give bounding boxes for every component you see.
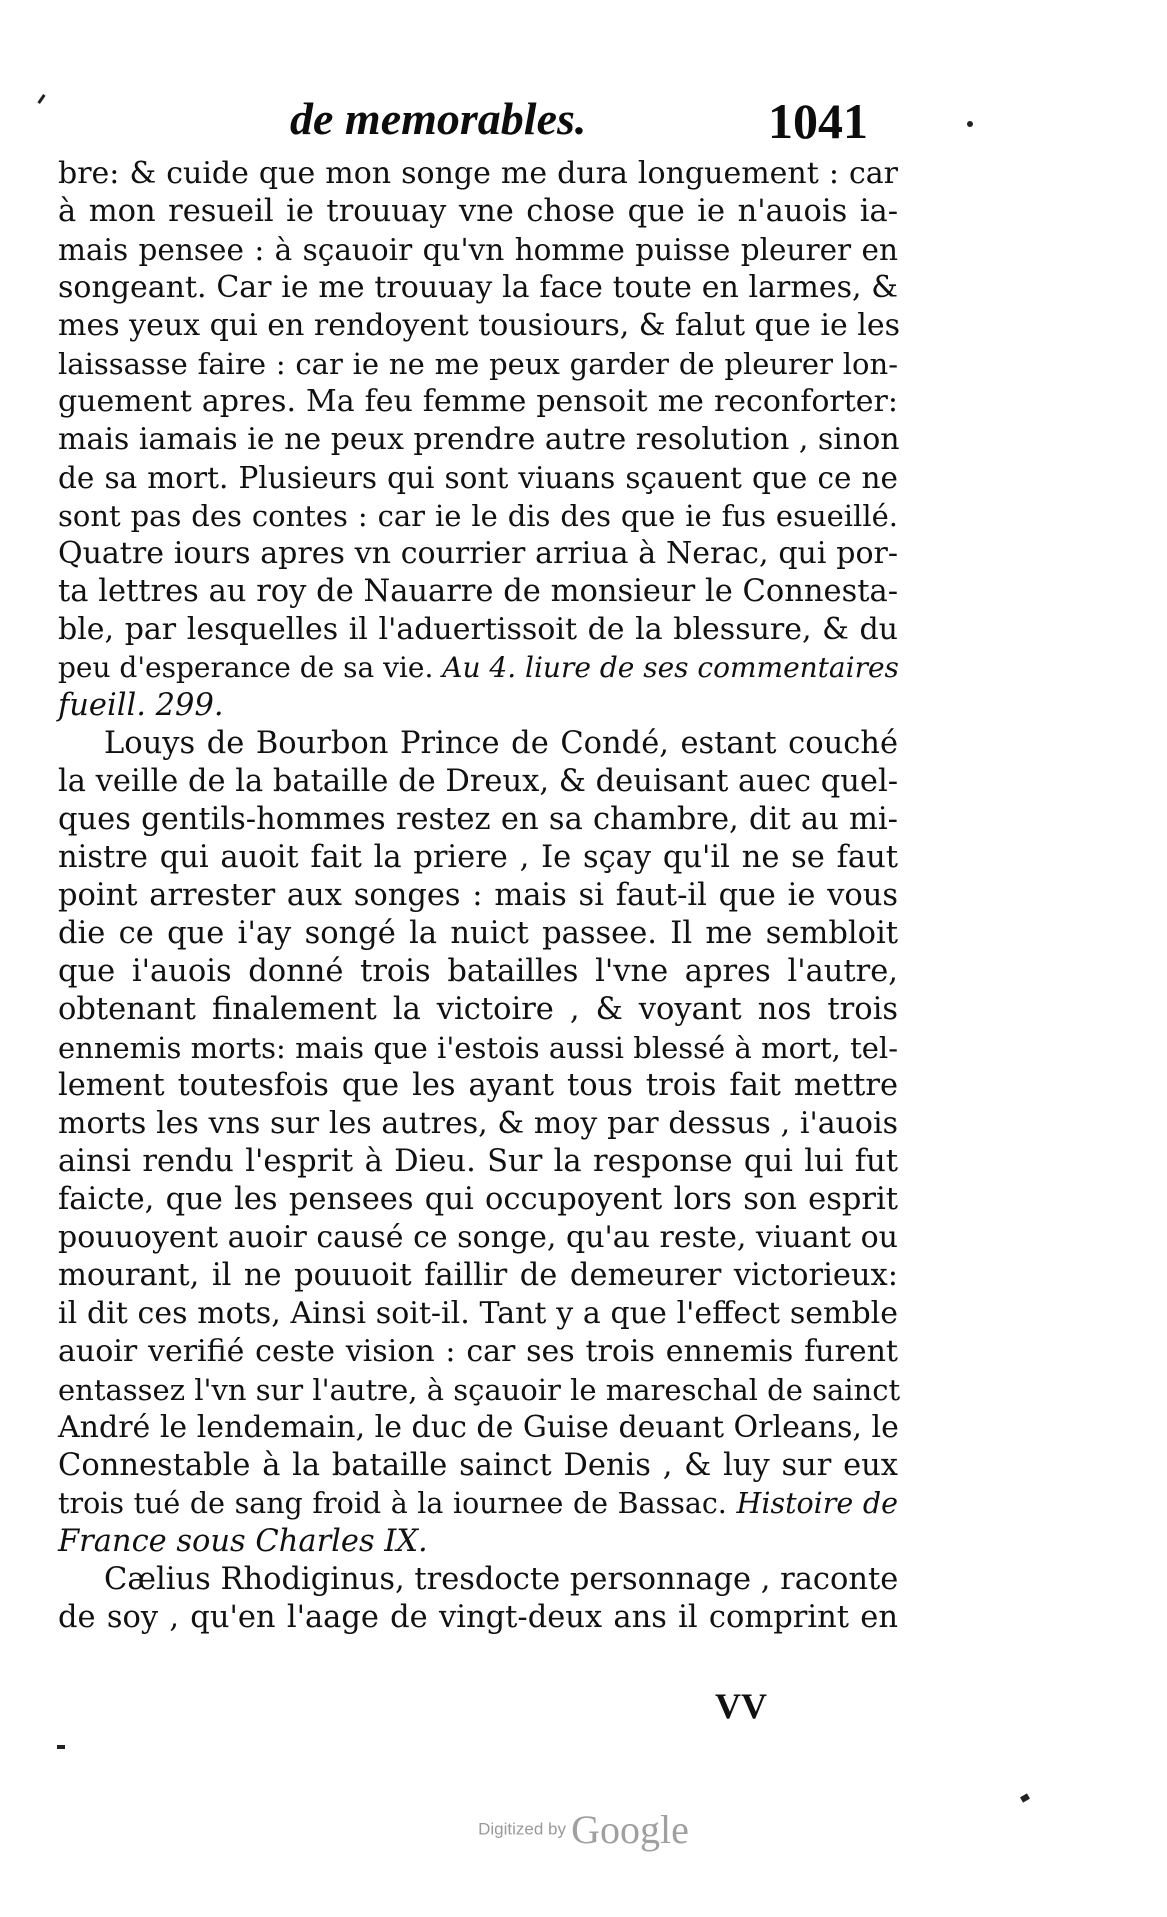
citation: Histoire de <box>736 1487 898 1520</box>
text-line: de soy , qu'en l'aage de vingt-deux ans il comprint en <box>58 1600 898 1635</box>
text-line: ennemis morts: mais que i'estois aussi blessé à mort, tel- <box>58 1031 898 1065</box>
text-line: fueill. 299. <box>58 688 224 723</box>
text-line <box>58 1485 898 1523</box>
text-line: pouuoyent auoir causé ce songe, qu'au reste, viuant ou <box>58 1220 898 1255</box>
text-line: entassez l'vn sur l'autre, à sçauoir le mareschal de sainct <box>58 1373 901 1407</box>
text-line: que i'auois donné trois batailles l'vne apres l'autre, <box>58 954 898 989</box>
text-line: mourant, il ne pouuoit faillir de demeurer victorieux: <box>58 1258 898 1293</box>
digitized-watermark <box>0 1806 1167 1853</box>
text-line: à mon resueil ie trouuay vne chose que ie n'auois ia- <box>58 194 898 229</box>
text-line: sont pas des contes : car ie le dis des que ie fus esueillé. <box>58 499 898 533</box>
text-line: nistre qui auoit fait la priere , Ie sçay qu'il ne se faut <box>58 840 898 875</box>
text-line: bre: & cuide que mon songe me dura longuement : car <box>58 156 898 191</box>
text-line: laissasse faire : car ie ne me peux garder de pleurer lon- <box>58 347 898 381</box>
text-line: Louys de Bourbon Prince de Condé, estant couché <box>104 726 898 761</box>
running-title: de memorables. <box>290 93 587 144</box>
text-line: ble, par lesquelles il l'aduertissoit de la blessure, & du <box>58 612 898 647</box>
text-line: obtenant finalement la victoire , & voyant nos trois <box>58 992 898 1027</box>
ink-speck <box>37 94 45 104</box>
citation: Au 4. liure de ses commentaires <box>442 651 899 684</box>
text-line: Cælius Rhodiginus, tresdocte personnage , raconte <box>104 1562 899 1597</box>
text-line: mais pensee : à sçauoir qu'vn homme puisse pleurer en <box>58 233 898 267</box>
text-line: de sa mort. Plusieurs qui sont viuans sçauent que ce ne <box>58 461 898 495</box>
text-line: die ce que i'ay songé la nuict passee. Il me sembloit <box>58 916 898 951</box>
text-line: ques gentils-hommes restez en sa chambre, dit au mi- <box>58 802 898 837</box>
text-line: songeant. Car ie me trouuay la face toute en larmes, & <box>58 270 898 305</box>
text-line: ainsi rendu l'esprit à Dieu. Sur la response qui lui fut <box>58 1144 898 1179</box>
text-line: lement toutesfois que les ayant tous trois fait mettre <box>58 1068 898 1103</box>
watermark-prefix: Digitized by <box>478 1819 566 1839</box>
google-logo: Google <box>571 1807 689 1852</box>
line-roman-part: peu d'esperance de sa vie. <box>58 651 443 684</box>
body-text <box>58 155 901 1637</box>
text-line: guement apres. Ma feu femme pensoit me reconforter: <box>58 384 898 419</box>
text-line: morts les vns sur les autres, & moy par dessus , i'auois <box>58 1106 898 1141</box>
text-line: mes yeux qui en rendoyent tousiours, & falut que ie les <box>58 308 900 343</box>
ink-speck <box>967 121 973 127</box>
text-line: auoir verifié ceste vision : car ses trois ennemis furent <box>58 1334 898 1369</box>
text-line: Connestable à la bataille sainct Denis , & luy sur eux <box>58 1448 898 1483</box>
text-line: la veille de la bataille de Dreux, & deuisant auec quel- <box>58 764 898 799</box>
text-line: André le lendemain, le duc de Guise deuant Orleans, le <box>58 1410 899 1445</box>
page-number: 1041 <box>768 93 868 149</box>
text-line: mais iamais ie ne peux prendre autre resolution , sinon <box>58 422 900 457</box>
line-roman-part: trois tué de sang froid à la iournee de Bassac. <box>58 1487 737 1520</box>
text-line: ta lettres au roy de Nauarre de monsieur le Connesta- <box>58 574 898 609</box>
ink-speck <box>57 1745 65 1749</box>
text-line: point arrester aux songes : mais si faut-il que ie vous <box>58 878 898 913</box>
text-line: il dit ces mots, Ainsi soit-il. Tant y a que l'effect semble <box>58 1296 898 1331</box>
catchword: VV <box>715 1686 767 1726</box>
text-line <box>58 649 898 687</box>
text-line: faicte, que les pensees qui occupoyent lors son esprit <box>58 1182 898 1217</box>
text-line: Quatre iours apres vn courrier arriua à Nerac, qui por- <box>58 536 898 571</box>
ink-speck <box>1020 1793 1030 1802</box>
text-line: France sous Charles IX. <box>58 1524 428 1559</box>
